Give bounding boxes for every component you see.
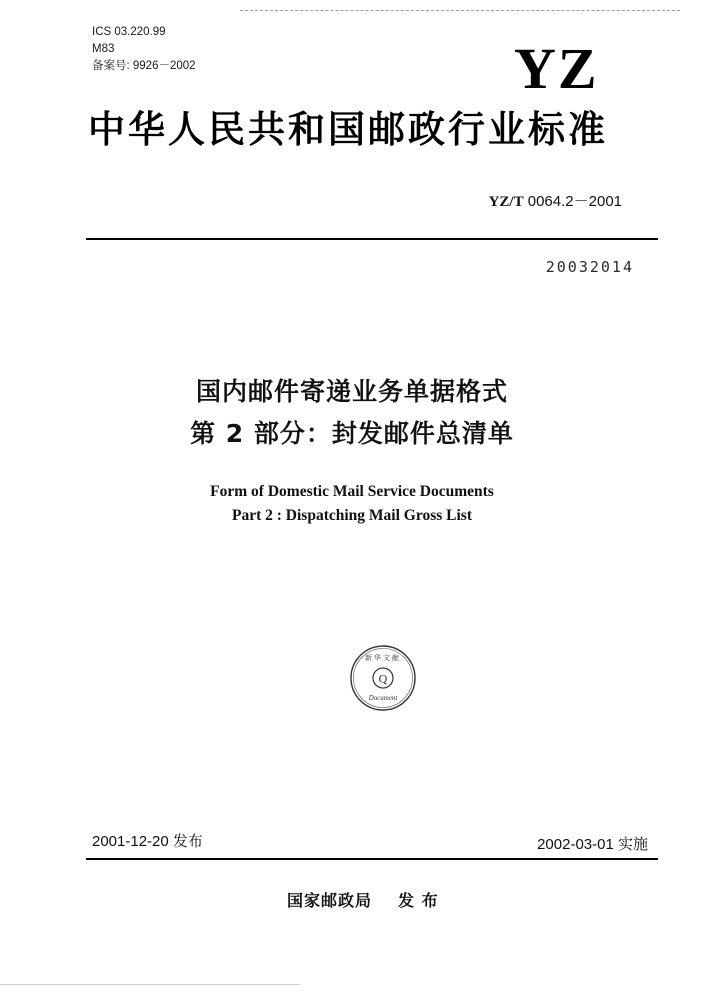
document-title-cn-line1: 国内邮件寄递业务单据格式 bbox=[195, 377, 508, 406]
seal-top-text: 新华文献 bbox=[365, 654, 401, 662]
issue-date: 2001-12-20 发布 bbox=[92, 833, 203, 850]
top-divider bbox=[240, 10, 680, 11]
seal-center-text: Q bbox=[378, 671, 388, 686]
standard-code bbox=[489, 190, 622, 211]
document-title-en-line2: Part 2 : Dispatching Mail Gross List bbox=[232, 507, 472, 524]
issuer-action: 发 布 bbox=[398, 891, 439, 910]
standard-code-number: 0064.2－2001 bbox=[527, 193, 622, 210]
issuer-name: 国家邮政局 bbox=[287, 891, 373, 910]
classification-block bbox=[92, 24, 196, 75]
footer-divider bbox=[86, 858, 658, 860]
filing-number: 备案号: 9926－2002 bbox=[92, 60, 196, 72]
implementation-date: 2002-03-01 实施 bbox=[537, 836, 648, 853]
ics-code: ICS 03.220.99 bbox=[92, 26, 166, 38]
standard-title: 中华人民共和国邮政行业标准 bbox=[88, 108, 608, 151]
document-title-en-line1: Form of Domestic Mail Service Documents bbox=[210, 483, 494, 500]
document-title-cn-line2: 第 2 部分：封发邮件总清单 bbox=[190, 419, 514, 448]
library-seal-icon bbox=[349, 644, 417, 712]
issuer-line bbox=[287, 888, 439, 911]
category-code: M83 bbox=[92, 43, 115, 55]
stamp-number: 20032014 bbox=[545, 258, 634, 276]
scan-edge-line bbox=[0, 984, 300, 985]
header-divider bbox=[86, 238, 658, 240]
yz-logo: YZ bbox=[514, 36, 599, 101]
standard-code-prefix: YZ/T bbox=[488, 194, 524, 210]
seal-bottom-text: Document bbox=[368, 694, 398, 702]
